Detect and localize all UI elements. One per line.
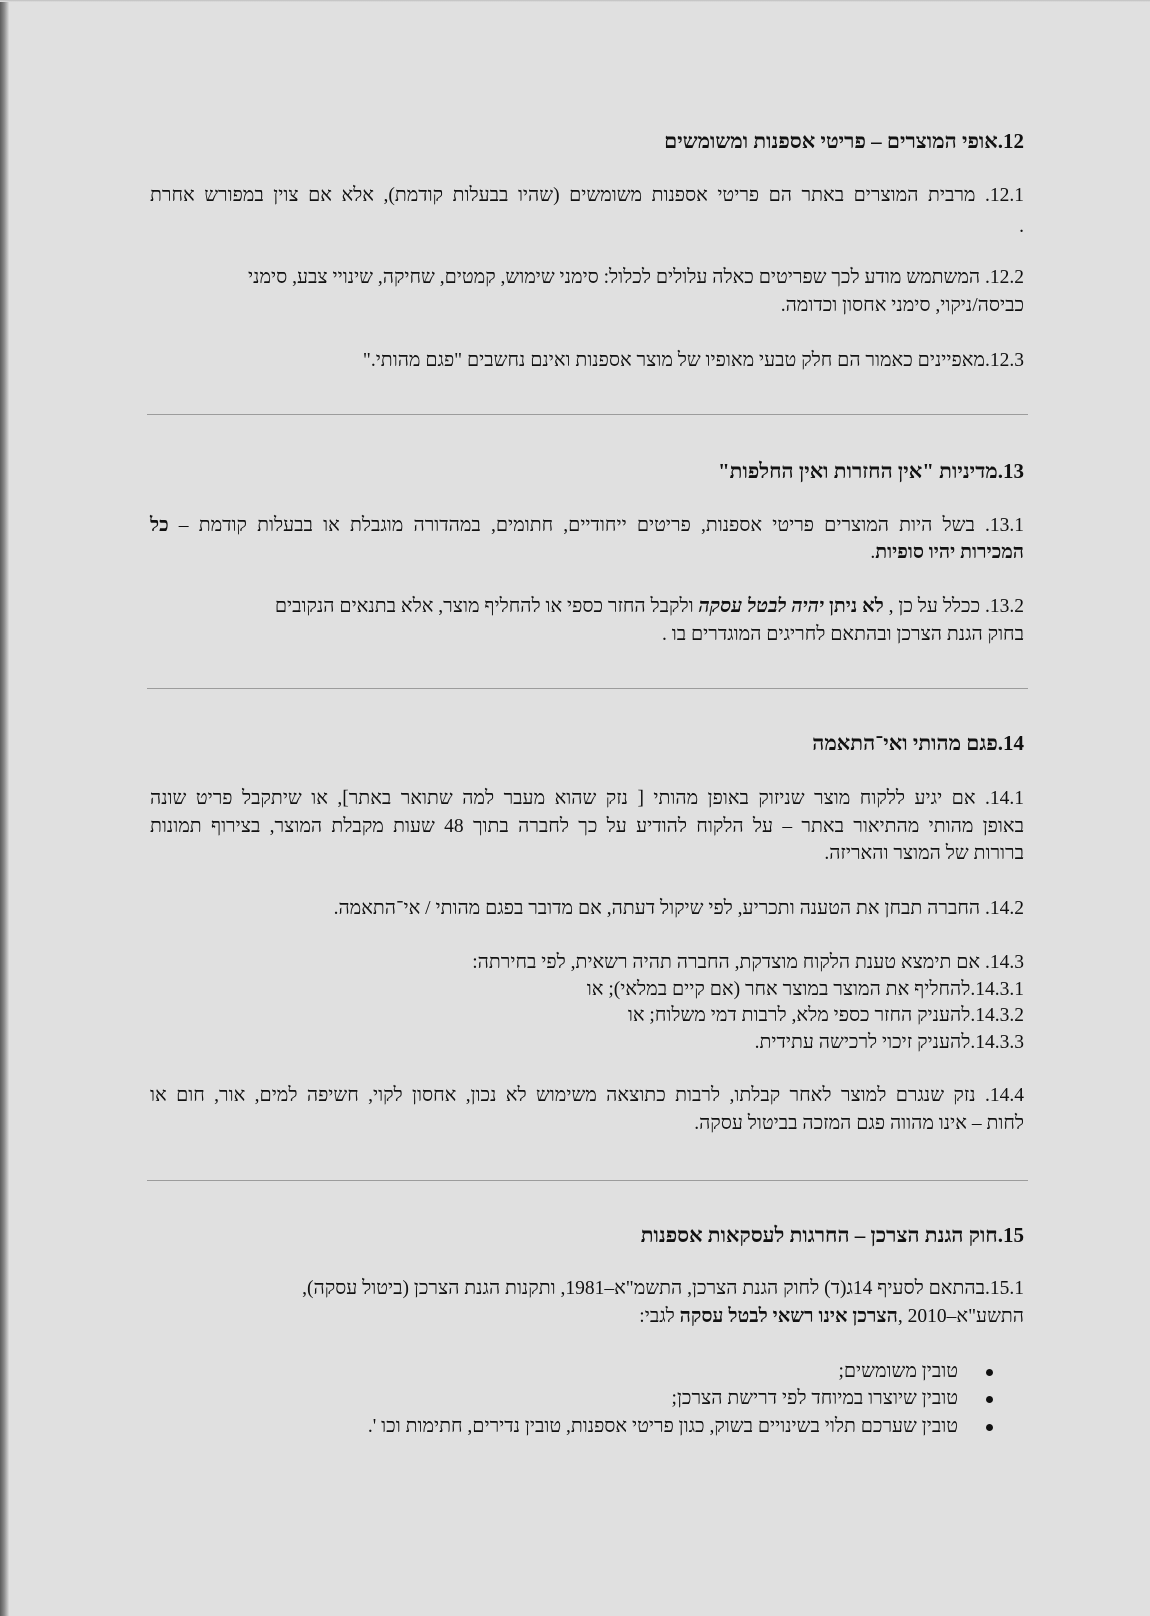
paragraph-13-1-bold-text: כל <box>150 515 169 536</box>
paragraph-12-2-line-1: 12.2. המשתמש מודע לכך שפריטים כאלה עלולים לכלול: סימני שימוש, קמטים, שחיקה, שינויי צבע, סימני <box>248 267 1024 288</box>
section-15-heading: 15.חוק הגנת הצרכן – החרגות לעסקאות אספנות <box>640 1223 1024 1247</box>
bullet-icon <box>986 1369 993 1376</box>
paragraph-13-1-period: . <box>870 542 876 563</box>
paragraph-15-1-start: התשע"א–2010 , <box>897 1306 1024 1327</box>
paragraph-14-1-line-2: באופן מהותי מהתיאור באתר – על הלקוח להודיע על כך לחברה בתוך 48 שעות מקבלת המוצר, בצירוף תמונות <box>150 816 1024 837</box>
paragraph-13-1-line-1 <box>150 512 1024 540</box>
paragraph-15-1-line-2 <box>150 1303 1024 1331</box>
paragraph-14-3: 14.3. אם תימצא טענת הלקוח מוצדקת, החברה תהיה רשאית, לפי בחירתה: <box>472 952 1024 973</box>
paragraph-13-2-start: 13.2. ככלל על כן , <box>883 596 1024 617</box>
paragraph-12-3: 12.3.מאפיינים כאמור הם חלק טבעי מאופיו של מוצר אספנות ואינם נחשבים "פגם מהותי." <box>362 350 1024 371</box>
section-divider <box>147 688 1028 689</box>
paragraph-13-2-end: ולקבל החזר כספי או להחליף מוצר, אלא בתנאים הנקובים <box>274 596 699 617</box>
paragraph-12-1-line-2: . <box>1019 216 1024 237</box>
paragraph-12-2-line-2: כביסה/ניקוי, סימני אחסון וכדומה. <box>780 295 1024 316</box>
page-top-edge <box>0 0 1150 2</box>
bullet-icon <box>986 1424 993 1431</box>
paragraph-12-1-line-1: 12.1. מרבית המוצרים באתר הם פריטי אספנות משומשים (שהיו בבעלות קודמת), אלא אם צוין במפורש אחרת <box>150 185 1024 206</box>
section-12-heading: 12.אופי המוצרים – פריטי אספנות ומשומשים <box>664 129 1024 153</box>
paragraph-14-4-line-2: לחות – אינו מהווה פגם המזכה בביטול עסקה. <box>694 1113 1024 1134</box>
list-item: טובין שערכם תלוי בשינויים בשוק, כגון פריטי אספנות, טובין נדירים, חתימות וכו '. <box>367 1416 958 1437</box>
paragraph-13-2-line-2: בחוק הגנת הצרכן ובהתאם לחריגים המוגדרים בו . <box>661 624 1024 645</box>
section-divider <box>147 1180 1028 1181</box>
section-13-heading: 13.מדיניות "אין החזרות ואין החלפות" <box>718 459 1024 483</box>
paragraph-14-4-line-1: 14.4. נזק שנגרם למוצר לאחר קבלתו, לרבות כתוצאה משימוש לא נכון, אחסון לקוי, חשיפה למים, אור, חום או <box>150 1085 1024 1106</box>
paragraph-14-3-3: 14.3.3.להעניק זיכוי לרכישה עתידית. <box>754 1032 1024 1053</box>
list-item: טובין משומשים; <box>838 1361 958 1382</box>
paragraph-13-1-text: 13.1. בשל היות המוצרים פריטי אספנות, פריטים ייחודיים, חתומים, במהדורה מוגבלת או בבעלות קודמת – <box>168 515 1024 536</box>
paragraph-13-2-line-1 <box>150 593 1024 621</box>
page-left-edge <box>0 0 9 1616</box>
paragraph-14-2: 14.2. החברה תבחן את הטענה ותכריע, לפי שיקול דעתה, אם מדובר בפגם מהותי / אי־התאמה. <box>333 898 1024 919</box>
paragraph-14-3-1: 14.3.1.להחליף את המוצר במוצר אחר (אם קיים במלאי); או <box>586 979 1024 1000</box>
paragraph-15-1-end: לגבי: <box>639 1306 680 1327</box>
paragraph-14-1-line-1: 14.1. אם יגיע ללקוח מוצר שניזוק באופן מהותי [ נזק שהוא מעבר למה שתואר באתר], או שיתקבל פריט שונה <box>150 788 1024 809</box>
paragraph-15-1-line-1: 15.1.בהתאם לסעיף 14ג(ד) לחוק הגנת הצרכן, התשמ"א–1981, ותקנות הגנת הצרכן (ביטול עסקה), <box>302 1278 1024 1299</box>
paragraph-14-3-2: 14.3.2.להעניק החזר כספי מלא, לרבות דמי משלוח; או <box>627 1005 1024 1026</box>
list-item: טובין שיוצרו במיוחד לפי דרישת הצרכן; <box>671 1388 958 1409</box>
section-divider <box>147 414 1028 415</box>
bullet-icon <box>986 1396 993 1403</box>
paragraph-13-2-bold-italic: יהיה לבטל עסקה <box>698 596 829 617</box>
paragraph-14-1-line-3: ברורות של המוצר והאריזה. <box>824 843 1024 864</box>
paragraph-13-1-bold-statement: המכירות יהיו סופיות <box>875 542 1024 563</box>
paragraph-13-2-bold: לא ניתן <box>828 596 884 617</box>
paragraph-13-1-line-2 <box>150 539 1024 567</box>
section-14-heading: 14.פגם מהותי ואי־התאמה <box>812 731 1024 755</box>
paragraph-15-1-bold: הצרכן אינו רשאי לבטל עסקה <box>679 1306 898 1327</box>
